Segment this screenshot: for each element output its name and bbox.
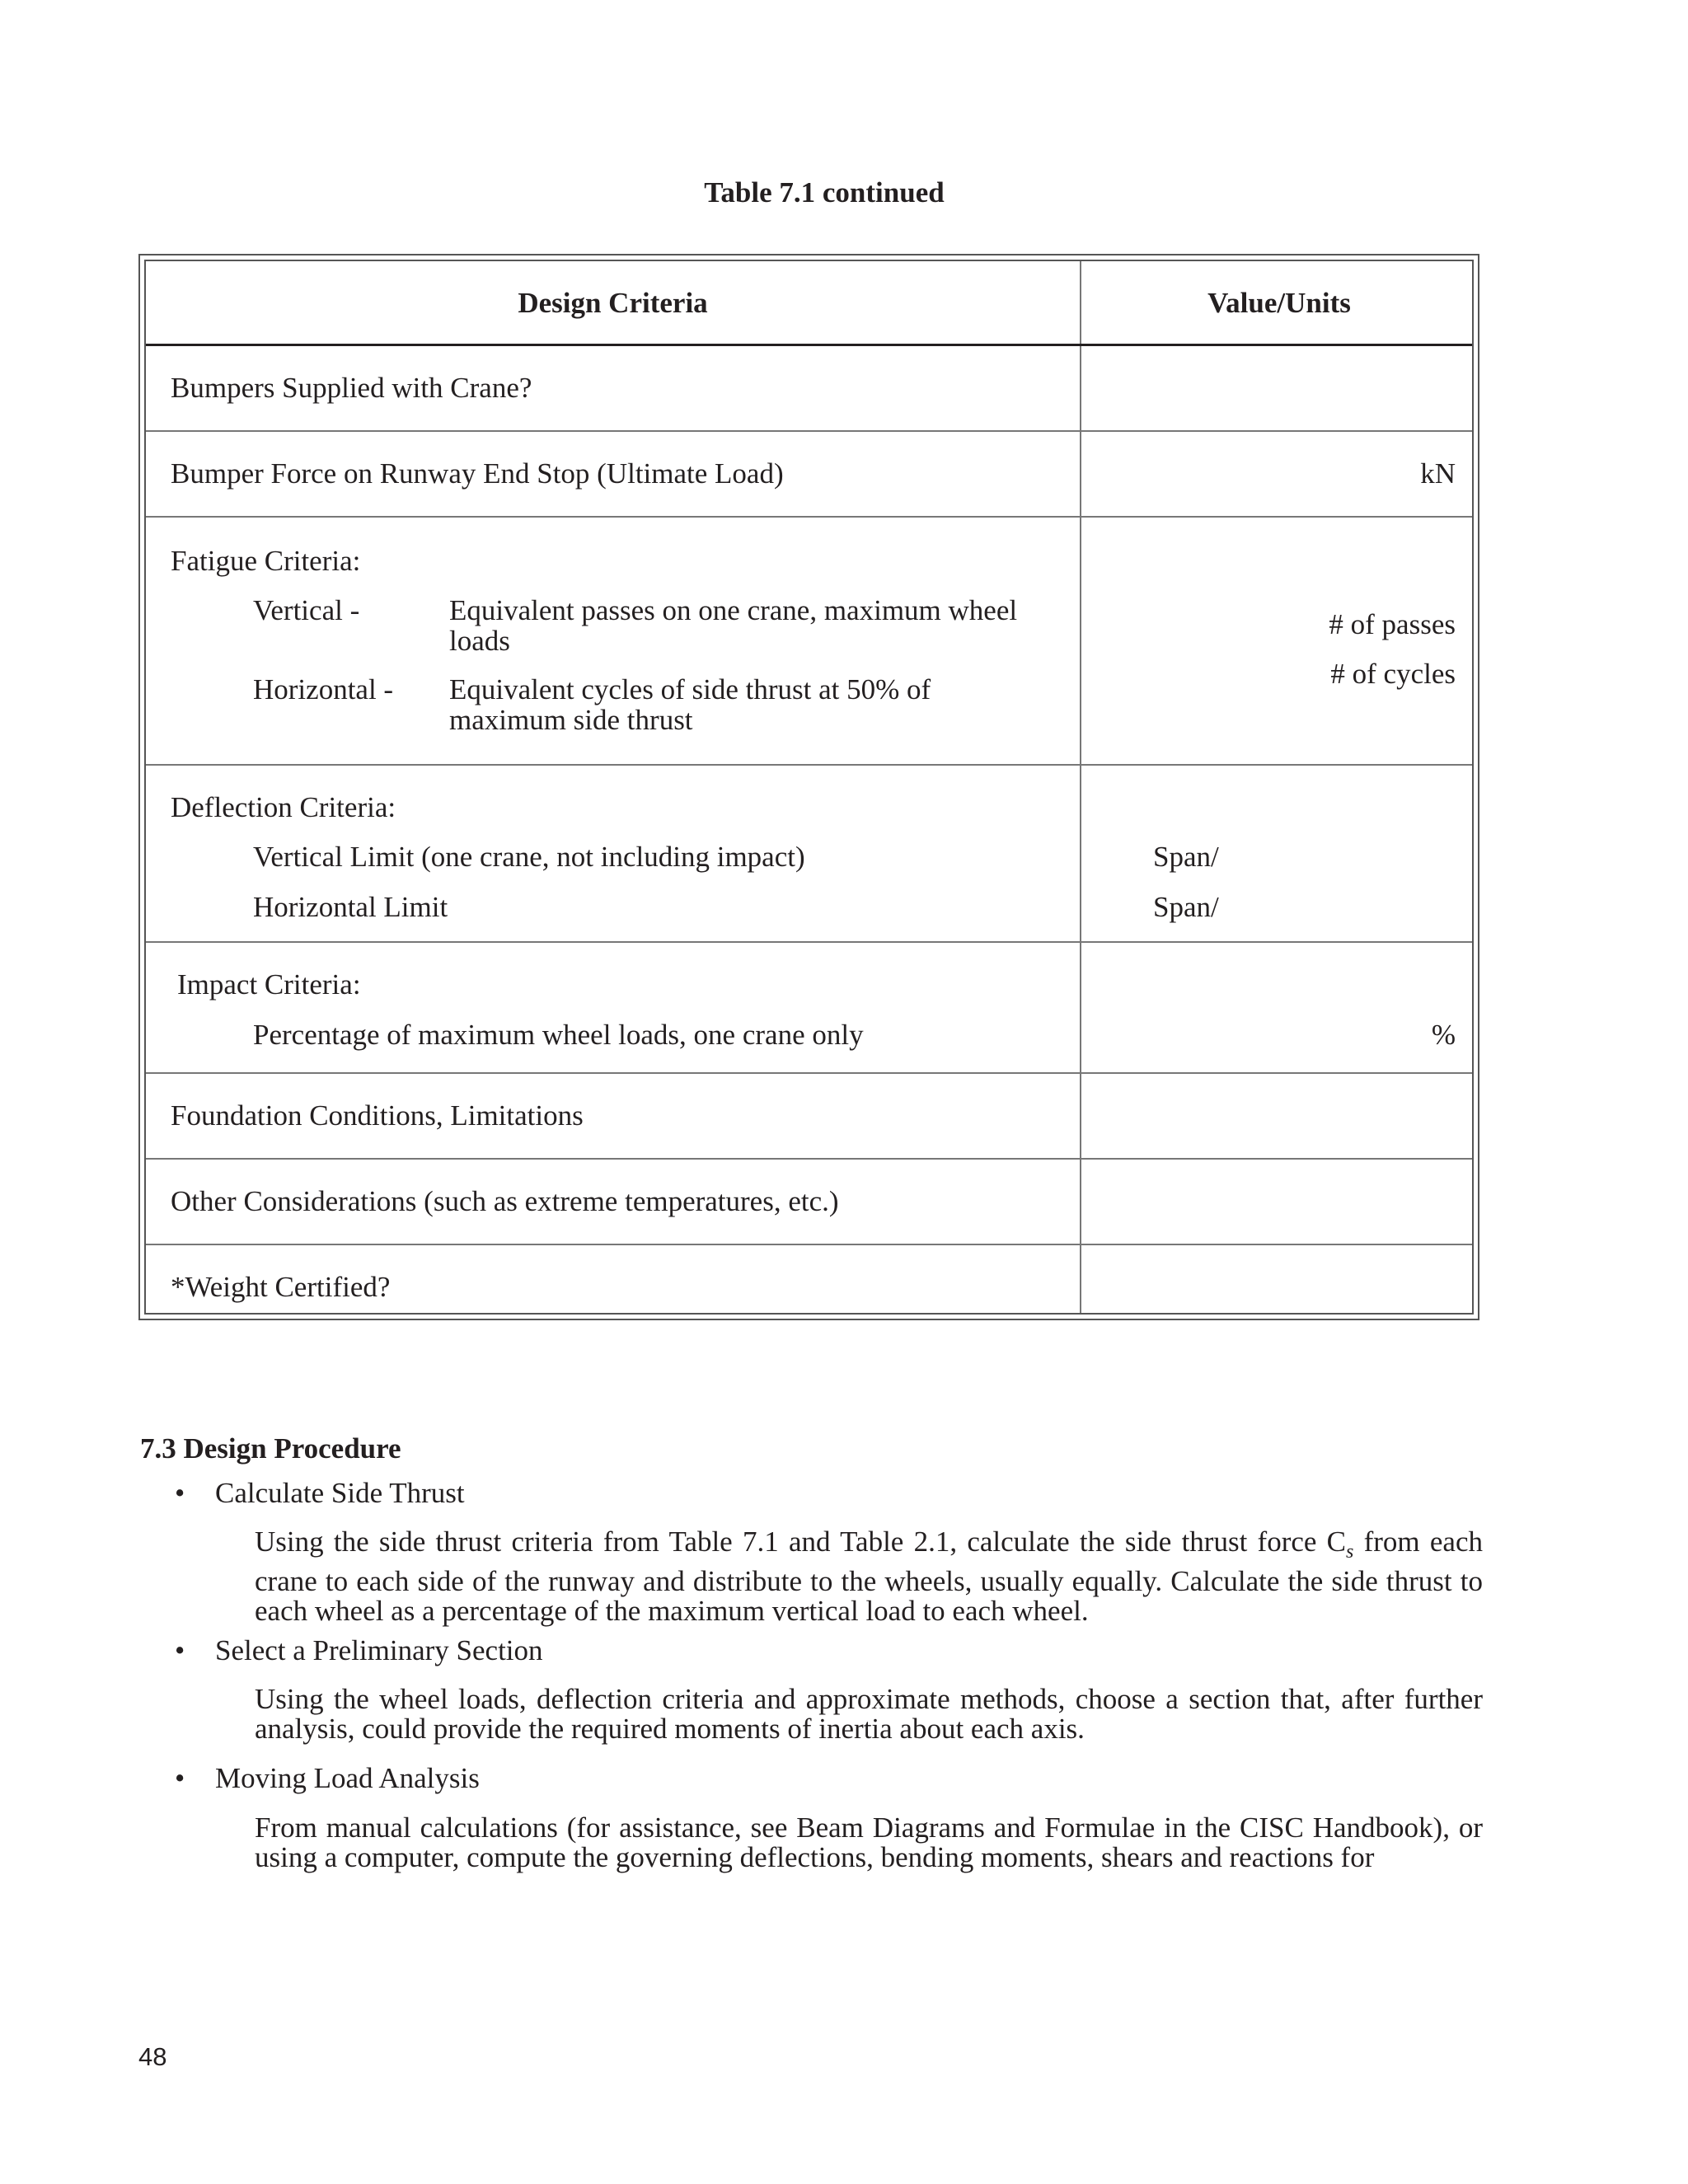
header-design-criteria: Design Criteria bbox=[518, 287, 708, 319]
fatigue-horizontal-desc-2: maximum side thrust bbox=[449, 704, 693, 736]
table-row-fatigue bbox=[146, 518, 1472, 766]
impact-unit: % bbox=[1431, 1019, 1456, 1051]
table-row bbox=[146, 1074, 1472, 1160]
table-caption: Table 7.1 continued bbox=[704, 176, 945, 209]
header-value-units: Value/Units bbox=[1207, 287, 1351, 319]
bullet-marker: • bbox=[175, 1634, 185, 1666]
section-title: 7.3 Design Procedure bbox=[140, 1432, 401, 1465]
design-criteria-table bbox=[138, 254, 1479, 1320]
paragraph-side-thrust-part2: from each crane to each side of the runway and distribute to the wheels, usually equally. Calculate the side thrust to each wheel as a percentage of the maximum vertical load to each wheel. bbox=[255, 1526, 1483, 1627]
deflection-horizontal: Horizontal Limit bbox=[253, 891, 448, 923]
row-bumper-force: Bumper Force on Runway End Stop (Ultimate Load) bbox=[171, 457, 784, 490]
paragraph-moving-load: From manual calculations (for assistance, see Beam Diagrams and Formulae in the CISC Handbook), or using a computer, compute the governing deflections, bending moments, shears and reactions for bbox=[255, 1811, 1483, 1873]
table-row bbox=[146, 432, 1472, 518]
fatigue-vertical-desc-1: Equivalent passes on one crane, maximum wheel bbox=[449, 594, 1018, 626]
bullet-heading-side-thrust: Calculate Side Thrust bbox=[215, 1477, 465, 1509]
page-number: 48 bbox=[138, 2042, 167, 2071]
row-bumpers-supplied: Bumpers Supplied with Crane? bbox=[171, 372, 532, 404]
table-row-impact bbox=[146, 943, 1472, 1074]
fatigue-horizontal-desc-1: Equivalent cycles of side thrust at 50% of bbox=[449, 673, 931, 705]
bullet-heading-moving-load: Moving Load Analysis bbox=[215, 1762, 480, 1794]
row-foundation: Foundation Conditions, Limitations bbox=[171, 1099, 584, 1132]
fatigue-vertical-label: Vertical - bbox=[253, 594, 360, 626]
table-row-deflection bbox=[146, 766, 1472, 943]
fatigue-vertical-unit: # of passes bbox=[1329, 608, 1456, 640]
fatigue-horizontal-label: Horizontal - bbox=[253, 673, 394, 705]
table-row bbox=[146, 346, 1472, 432]
impact-title: Impact Criteria: bbox=[177, 968, 361, 1001]
paragraph-preliminary-section: Using the wheel loads, deflection criteria and approximate methods, choose a section that, after further analysis, could provide the required moments of inertia about each axis. bbox=[255, 1683, 1483, 1745]
table-inner-frame bbox=[144, 260, 1474, 1315]
table-row bbox=[146, 1160, 1472, 1245]
deflection-title: Deflection Criteria: bbox=[171, 791, 396, 823]
paragraph-side-thrust-part1: Using the side thrust criteria from Table 7.1 and Table 2.1, calculate the side thrust force C bbox=[255, 1526, 1347, 1558]
deflection-horizontal-value: Span/ bbox=[1153, 891, 1219, 923]
fatigue-horizontal-unit: # of cycles bbox=[1330, 658, 1456, 690]
subscript-s: s bbox=[1346, 1541, 1354, 1563]
bullet-marker: • bbox=[175, 1477, 185, 1509]
bullet-marker: • bbox=[175, 1762, 185, 1794]
table-row bbox=[146, 1245, 1472, 1316]
paragraph-side-thrust bbox=[255, 1527, 1483, 1626]
impact-desc: Percentage of maximum wheel loads, one crane only bbox=[253, 1019, 864, 1051]
deflection-vertical: Vertical Limit (one crane, not including impact) bbox=[253, 841, 805, 873]
fatigue-title: Fatigue Criteria: bbox=[171, 545, 361, 577]
fatigue-vertical-desc-2: loads bbox=[449, 625, 510, 657]
table-header-row bbox=[146, 261, 1472, 346]
bumper-force-unit: kN bbox=[1420, 457, 1456, 490]
deflection-vertical-value: Span/ bbox=[1153, 841, 1219, 873]
row-other-considerations: Other Considerations (such as extreme temperatures, etc.) bbox=[171, 1185, 839, 1217]
bullet-heading-preliminary-section: Select a Preliminary Section bbox=[215, 1634, 543, 1666]
row-weight-certified: *Weight Certified? bbox=[171, 1271, 391, 1303]
